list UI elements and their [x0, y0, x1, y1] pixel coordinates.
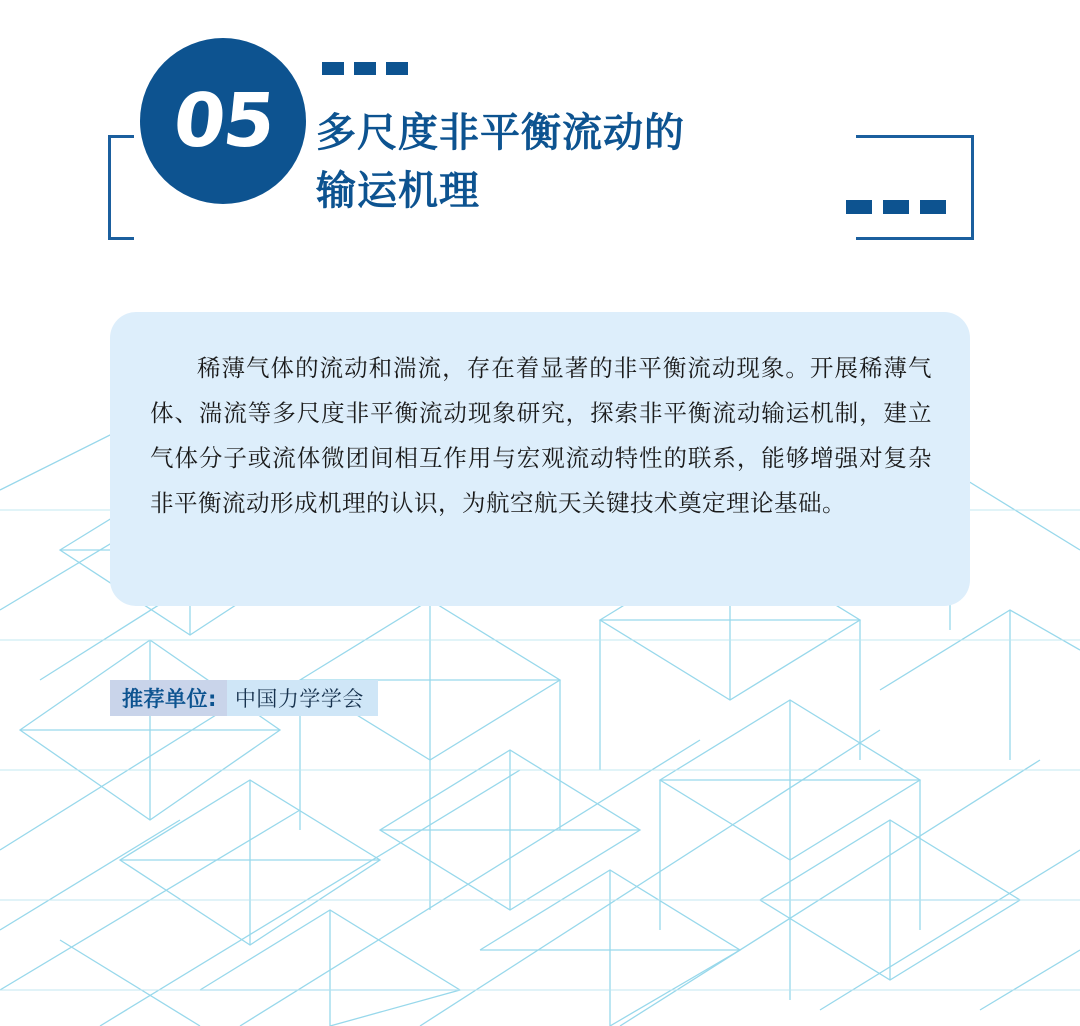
- dash-decor-bottom: [846, 200, 946, 214]
- header-frame-left: [108, 135, 134, 240]
- dash-mark: [354, 62, 376, 75]
- page-title-line-1: 多尺度非平衡流动的: [316, 110, 685, 156]
- header-frame-right: [856, 135, 974, 240]
- dash-mark: [883, 200, 909, 214]
- page-title-line-2: 输运机理: [316, 168, 480, 214]
- abstract-text: 稀薄气体的流动和湍流，存在着显著的非平衡流动现象。开展稀薄气体、湍流等多尺度非平衡流动现象研究，探索非平衡流动输运机制，建立气体分子或流体微团间相互作用与宏观流动特性的联系，能够增强对复杂非平衡流动形成机理的认识，为航空航天关键技术奠定理论基础。: [150, 354, 932, 518]
- recommending-unit-label: 推荐单位:: [110, 680, 227, 716]
- page-title: [316, 104, 836, 220]
- section-number-badge: [140, 38, 306, 204]
- section-number: 05: [168, 78, 278, 164]
- dash-mark: [386, 62, 408, 75]
- recommending-unit: [110, 680, 378, 716]
- dash-mark: [846, 200, 872, 214]
- dash-decor-top: [322, 62, 408, 75]
- abstract-card: [110, 312, 970, 606]
- section-header: [0, 0, 1080, 280]
- dash-mark: [920, 200, 946, 214]
- dash-mark: [322, 62, 344, 75]
- recommending-unit-value: 中国力学学会: [227, 680, 378, 716]
